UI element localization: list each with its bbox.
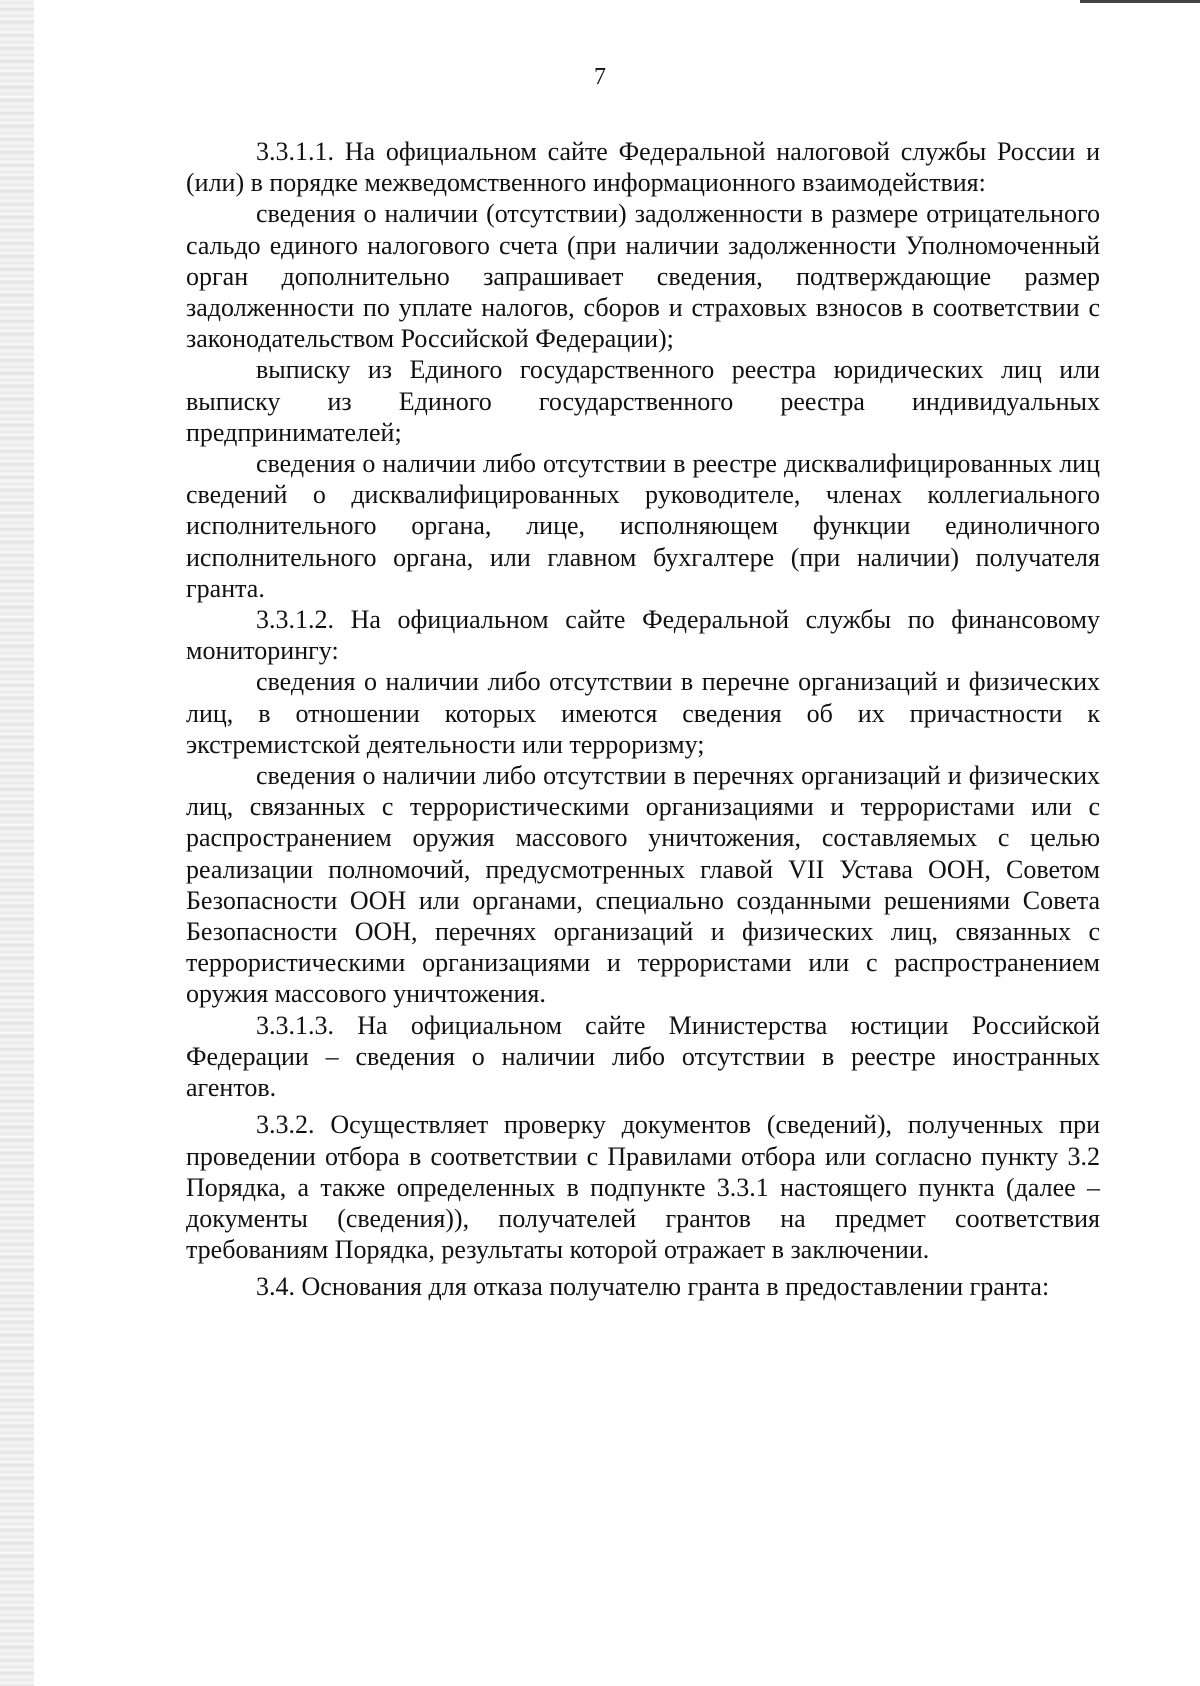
scan-top-line <box>1080 0 1200 3</box>
paragraph-3-3-2: 3.3.2. Осуществляет проверку документов (сведений), полученных при проведении отбора в соответствии с Правилами отбора или согласно пункту 3.2 Порядка, а также определенных в подпункте 3.3.1 настоящего пункта (далее – документы (сведения)), получателей грантов на предмет соответствия требованиям Порядка, результаты которой отражает в заключении. <box>186 1110 1100 1265</box>
page-number: 7 <box>594 64 606 90</box>
paragraph-3-3-1-1: 3.3.1.1. На официальном сайте Федеральной налоговой службы России и (или) в порядке межведомственного информационного взаимодействия: <box>186 137 1100 198</box>
document-body <box>186 136 1100 1303</box>
paragraph-3-4: 3.4. Основания для отказа получателю гранта в предоставлении гранта: <box>256 1272 1050 1302</box>
scan-edge <box>0 0 34 1686</box>
paragraph-extremism-list: сведения о наличии либо отсутствии в перечне организаций и физических лиц, в отношении которых имеются сведения об их причастности к экстремистской деятельности или терроризму; <box>186 667 1100 759</box>
paragraph-3-3-1-3: 3.3.1.3. На официальном сайте Министерства юстиции Российской Федерации – сведения о наличии либо отсутствии в реестре иностранных агентов. <box>186 1010 1100 1103</box>
paragraph-terrorism-lists: сведения о наличии либо отсутствии в перечнях организаций и физических лиц, связанных с террористическими организациями и террористами или с распространением оружия массового уничтожения, составляемых с целью реализации полномочий, предусмотренных главой VII Устава ООН, Советом Безопасности ООН или органами, специально созданными решениями Совета Безопасности ООН, перечнях организаций и физических лиц, связанных с террористическими организациями и террористами или с распространением оружия массового уничтожения. <box>186 761 1100 1009</box>
paragraph-register-extract: выписку из Единого государственного реестра юридических лиц или выписку из Единого государственного реестра индивидуальных предпринимателей; <box>186 355 1100 447</box>
paragraph-3-3-1-2: 3.3.1.2. На официальном сайте Федеральной службы по финансовому мониторингу: <box>186 605 1100 666</box>
paragraph-tax-debt: сведения о наличии (отсутствии) задолженности в размере отрицательного сальдо единого налогового счета (при наличии задолженности Уполномоченный орган дополнительно запрашивает сведения, подтверждающие размер задолженности по уплате налогов, сборов и страховых взносов в соответствии с законодательством Российской Федерации); <box>186 199 1100 354</box>
paragraph-disqualified-persons: сведения о наличии либо отсутствии в реестре дисквалифицированных лиц сведений о дисквалифицированных руководителе, членах коллегиального исполнительного органа, лице, исполняющем функции единоличного исполнительного органа, или главном бухгалтере (при наличии) получателя гранта. <box>186 449 1100 603</box>
